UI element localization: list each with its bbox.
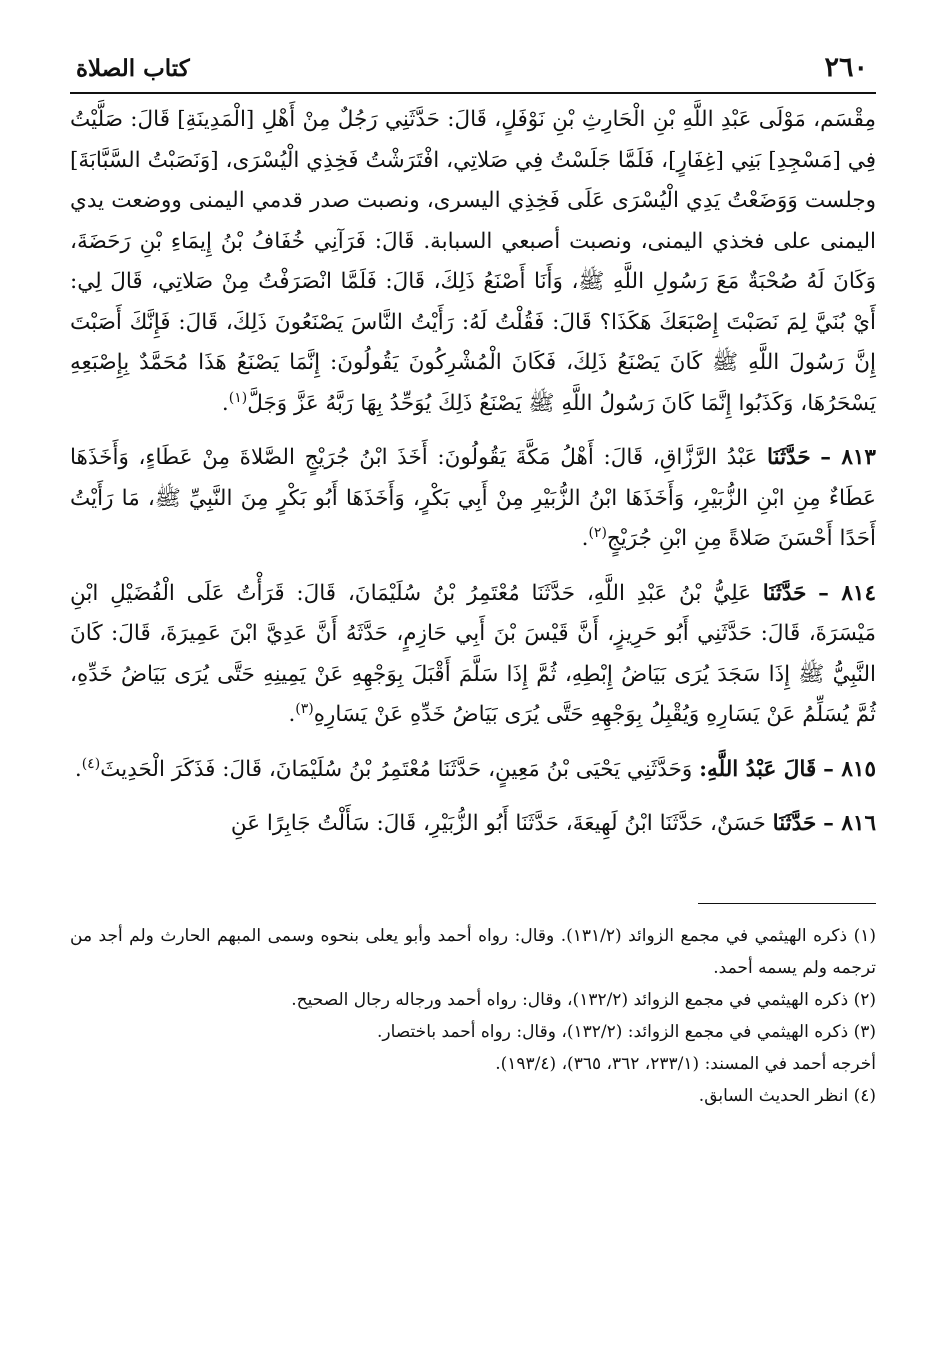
footnote-3: (٣) ذكره الهيثمي في مجمع الزوائد: (١٣٢/٢)، وقال: رواه أحمد باختصار.	[377, 1021, 876, 1042]
hadith-lead: حَدَّثَنَا	[767, 445, 811, 470]
footnote-2: (٢) ذكره الهيثمي في مجمع الزوائد (١٣٢/٢)، وقال: رواه أحمد ورجاله رجال الصحيح.	[291, 989, 876, 1010]
running-title: كتاب الصلاة	[76, 55, 190, 82]
footnote-ref-3: (٣)	[295, 700, 314, 717]
footnote-divider	[698, 903, 876, 904]
page-number: ٢٦٠	[824, 52, 868, 83]
hadith-text: عَبْدُ الرَّزَّاقِ، قَالَ: أَهْلُ مَكَّةَ يَقُولُونَ: أَخَذَ ابْنُ جُرَيْجٍ الصَّلاةَ مِنْ عَطَاءٍ، وَأَخَذَهَا عَطَاءٌ مِنِ ابْنِ الزُّبَيْرِ، وَأَخَذَهَا ابْنُ الزُّبَيْرِ مِنْ أَبِي بَكْرٍ، وَأَخَذَهَا أَبُو بَكْرٍ مِنَ النَّبِيِّ ﷺ، مَا رَأَيْتُ أَحَدًا أَحْسَنَ صَلاةً مِنِ ابْنِ جُرَيْجٍ	[70, 445, 876, 551]
hadith-815: ٨١٥ – قَالَ عَبْدُ اللَّهِ: وَحَدَّثَنِي يَحْيَى بْنُ مَعِينٍ، حَدَّثَنَا مُعْتَمِرُ بْنُ سُلَيْمَانَ، قَالَ: فَذَكَرَ الْحَدِيثَ$^{(٤)}$.	[74, 755, 876, 782]
hadith-816	[70, 804, 876, 845]
hadith-number: ٨١٣ –	[820, 445, 876, 470]
main-text	[70, 100, 876, 845]
hadith-number: ٨١٥ –	[823, 756, 876, 782]
footnotes	[70, 920, 876, 1112]
hadith-813: ٨١٣ – حَدَّثَنَا عَبْدُ الرَّزَّاقِ، قَالَ: أَهْلُ مَكَّةَ يَقُولُونَ: أَخَذَ ابْنُ جُرَيْجٍ الصَّلاةَ مِنْ عَطَاءٍ، وَأَخَذَهَا عَطَاءٌ مِنِ ابْنِ الزُّبَيْرِ، وَأَخَذَهَا ابْنُ الزُّبَيْرِ مِنْ أَبِي بَكْرٍ، وَأَخَذَهَا أَبُو بَكْرٍ مِنَ النَّبِيِّ ﷺ، مَا رَأَيْتُ أَحَدًا أَحْسَنَ صَلاةً مِنِ ابْنِ جُرَيْجٍ$^{(٢)}$.	[70, 445, 876, 551]
continuation-text: مِقْسَم، مَوْلَى عَبْدِ اللَّهِ بْنِ الْحَارِثِ بْنِ نَوْفَلٍ، قَالَ: حَدَّثَنِي رَجُلٌ مِنْ أَهْلِ [الْمَدِينَةِ] قَالَ: صَلَّيْتُ فِي [مَسْجِدِ] بَنِي [غِفَارٍ]، فَلَمَّا جَلَسْتُ فِي صَلاتِي، افْتَرَشْتُ فَخِذِي الْيُسْرَى، [وَنَصَبْتُ السَّبَّابَةَ] وجلست وَوَضَعْتُ يَدِي الْيُسْرَى عَلَى فَخِذِي اليسرى، ونصبت صدر قدمي اليمنى ووضعت يدي اليمنى على فخذي اليمنى، ونصبت أصبعي السبابة. قَالَ: فَرَآنِي خُفَافُ بْنُ إِيمَاءِ بْنِ رَحَضَةَ، وَكَانَ لَهُ صُحْبَةٌ مَعَ رَسُولِ اللَّهِ ﷺ، وَأَنَا أَصْنَعُ ذَلِكَ، قَالَ: فَلَمَّا انْصَرَفْتُ مِنْ صَلاتِي، قَالَ لِي: أَيْ بُنَيَّ لِمَ نَصَبْتَ إِصْبَعَكَ هَكَذَا؟ قَالَ: فَقُلْتُ لَهُ: رَأَيْتُ النَّاسَ يَصْنَعُونَ ذَلِكَ، قَالَ: فَإِنَّكَ أَصَبْتَ إِنَّ رَسُولَ اللَّهِ ﷺ كَانَ يَصْنَعُ ذَلِكَ، فَكَانَ الْمُشْرِكُونَ يَقُولُونَ: إِنَّمَا يَصْنَعُ هَذَا مُحَمَّدٌ بِإِصْبَعِهِ يَسْحَرُهَا، وَكَذَبُوا إِنَّمَا كَانَ رَسُولُ اللَّهِ ﷺ يَصْنَعُ ذَلِكَ يُوَحِّدُ بِهَا رَبَّهُ عَزَّ وَجَلَّ	[70, 107, 876, 416]
hadith-text: حَسَنٌ، حَدَّثَنَا ابْنُ لَهِيعَةَ، حَدَّثَنَا أَبُو الزُّبَيْرِ، قَالَ: سَأَلْتُ جَابِرًا عَنِ	[230, 811, 766, 836]
hadith-text: وَحَدَّثَنِي يَحْيَى بْنُ مَعِينٍ، حَدَّثَنَا مُعْتَمِرُ بْنُ سُلَيْمَانَ، قَالَ: فَذَكَرَ الْحَدِيثَ	[100, 756, 693, 782]
hadith-lead: حَدَّثَنَا	[762, 580, 807, 606]
footnote-4: (٤) انظر الحديث السابق.	[698, 1085, 876, 1106]
hadith-lead: قَالَ عَبْدُ اللَّهِ:	[699, 756, 817, 782]
hadith-number: ٨١٦ –	[823, 811, 876, 836]
hadith-text: عَلِيُّ بْنُ عَبْدِ اللَّهِ، حَدَّثَنَا مُعْتَمِرُ بْنُ سُلَيْمَانَ، قَالَ: قَرَأْتُ عَلَى الْفُضَيْلِ ابْنِ مَيْسَرَةَ، قَالَ: حَدَّثَنِي أَبُو حَرِيزٍ، أَنَّ قَيْسَ بْنَ أَبِي حَازِمٍ، حَدَّثَهُ أَنَّ عَدِيَّ ابْنَ عَمِيرَةَ، قَالَ: كَانَ النَّبِيُّ ﷺ إِذَا سَجَدَ يُرَى بَيَاضُ إِبْطِهِ، ثُمَّ إِذَا سَلَّمَ أَقْبَلَ بِوَجْهِهِ عَنْ يَمِينِهِ حَتَّى يُرَى بَيَاضُ خَدِّهِ، ثُمَّ يُسَلِّمُ عَنْ يَسَارِهِ وَيُقْبِلُ بِوَجْهِهِ حَتَّى يُرَى بَيَاضُ خَدِّهِ عَنْ يَسَارِهِ	[70, 580, 876, 727]
continuation-paragraph: مِقْسَم، مَوْلَى عَبْدِ اللَّهِ بْنِ الْحَارِثِ بْنِ نَوْفَلٍ، قَالَ: حَدَّثَنِي رَجُلٌ مِنْ أَهْلِ [الْمَدِينَةِ] قَالَ: صَلَّيْتُ فِي [مَسْجِدِ] بَنِي [غِفَارٍ]، فَلَمَّا جَلَسْتُ فِي صَلاتِي، افْتَرَشْتُ فَخِذِي الْيُسْرَى، [وَنَصَبْتُ السَّبَّابَةَ] وجلست وَوَضَعْتُ يَدِي الْيُسْرَى عَلَى فَخِذِي اليسرى، ونصبت صدر قدمي اليمنى ووضعت يدي اليمنى على فخذي اليمنى، ونصبت أصبعي السبابة. قَالَ: فَرَآنِي خُفَافُ بْنُ إِيمَاءِ بْنِ رَحَضَةَ، وَكَانَ لَهُ صُحْبَةٌ مَعَ رَسُولِ اللَّهِ ﷺ، وَأَنَا أَصْنَعُ ذَلِكَ، قَالَ: فَلَمَّا انْصَرَفْتُ مِنْ صَلاتِي، قَالَ لِي: أَيْ بُنَيَّ لِمَ نَصَبْتَ إِصْبَعَكَ هَكَذَا؟ قَالَ: فَقُلْتُ لَهُ: رَأَيْتُ النَّاسَ يَصْنَعُونَ ذَلِكَ، قَالَ: فَإِنَّكَ أَصَبْتَ إِنَّ رَسُولَ اللَّهِ ﷺ كَانَ يَصْنَعُ ذَلِكَ، فَكَانَ الْمُشْرِكُونَ يَقُولُونَ: إِنَّمَا يَصْنَعُ هَذَا مُحَمَّدٌ بِإِصْبَعِهِ يَسْحَرُهَا، وَكَذَبُوا إِنَّمَا كَانَ رَسُولُ اللَّهِ ﷺ يَصْنَعُ ذَلِكَ يُوَحِّدُ بِهَا رَبَّهُ عَزَّ وَجَلَّ$^{(١)}$.	[70, 107, 876, 416]
footnote-1: (١) ذكره الهيثمي في مجمع الزوائد (١٣١/٢). وقال: رواه أحمد وأبو يعلى بنحوه وسمى المبهم الحارث ولم أجد من ترجمه ولم يسمه أحمد.	[70, 925, 876, 978]
footnote-ref-2: (٢)	[588, 524, 607, 541]
footnote-ref-4: (٤)	[81, 755, 101, 772]
header-divider	[70, 92, 876, 94]
hadith-number: ٨١٤ –	[818, 580, 876, 606]
footnote-3-extra: أخرجه أحمد في المسند: (٢٣٣/١، ٣٦٢، ٣٦٥)، (١٩٣/٤).	[495, 1053, 876, 1074]
footnote-ref-1: (١)	[228, 389, 248, 406]
hadith-814: ٨١٤ – حَدَّثَنَا عَلِيُّ بْنُ عَبْدِ اللَّهِ، حَدَّثَنَا مُعْتَمِرُ بْنُ سُلَيْمَانَ، قَالَ: قَرَأْتُ عَلَى الْفُضَيْلِ ابْنِ مَيْسَرَةَ، قَالَ: حَدَّثَنِي أَبُو حَرِيزٍ، أَنَّ قَيْسَ بْنَ أَبِي حَازِمٍ، حَدَّثَهُ أَنَّ عَدِيَّ ابْنَ عَمِيرَةَ، قَالَ: كَانَ النَّبِيُّ ﷺ إِذَا سَجَدَ يُرَى بَيَاضُ إِبْطِهِ، ثُمَّ إِذَا سَلَّمَ أَقْبَلَ بِوَجْهِهِ عَنْ يَمِينِهِ حَتَّى يُرَى بَيَاضُ خَدِّهِ، ثُمَّ يُسَلِّمُ عَنْ يَسَارِهِ وَيُقْبِلُ بِوَجْهِهِ حَتَّى يُرَى بَيَاضُ خَدِّهِ عَنْ يَسَارِهِ$^{(٣)}$.	[70, 580, 876, 727]
page-header	[70, 52, 876, 88]
hadith-lead: حَدَّثَنَا	[772, 811, 817, 836]
